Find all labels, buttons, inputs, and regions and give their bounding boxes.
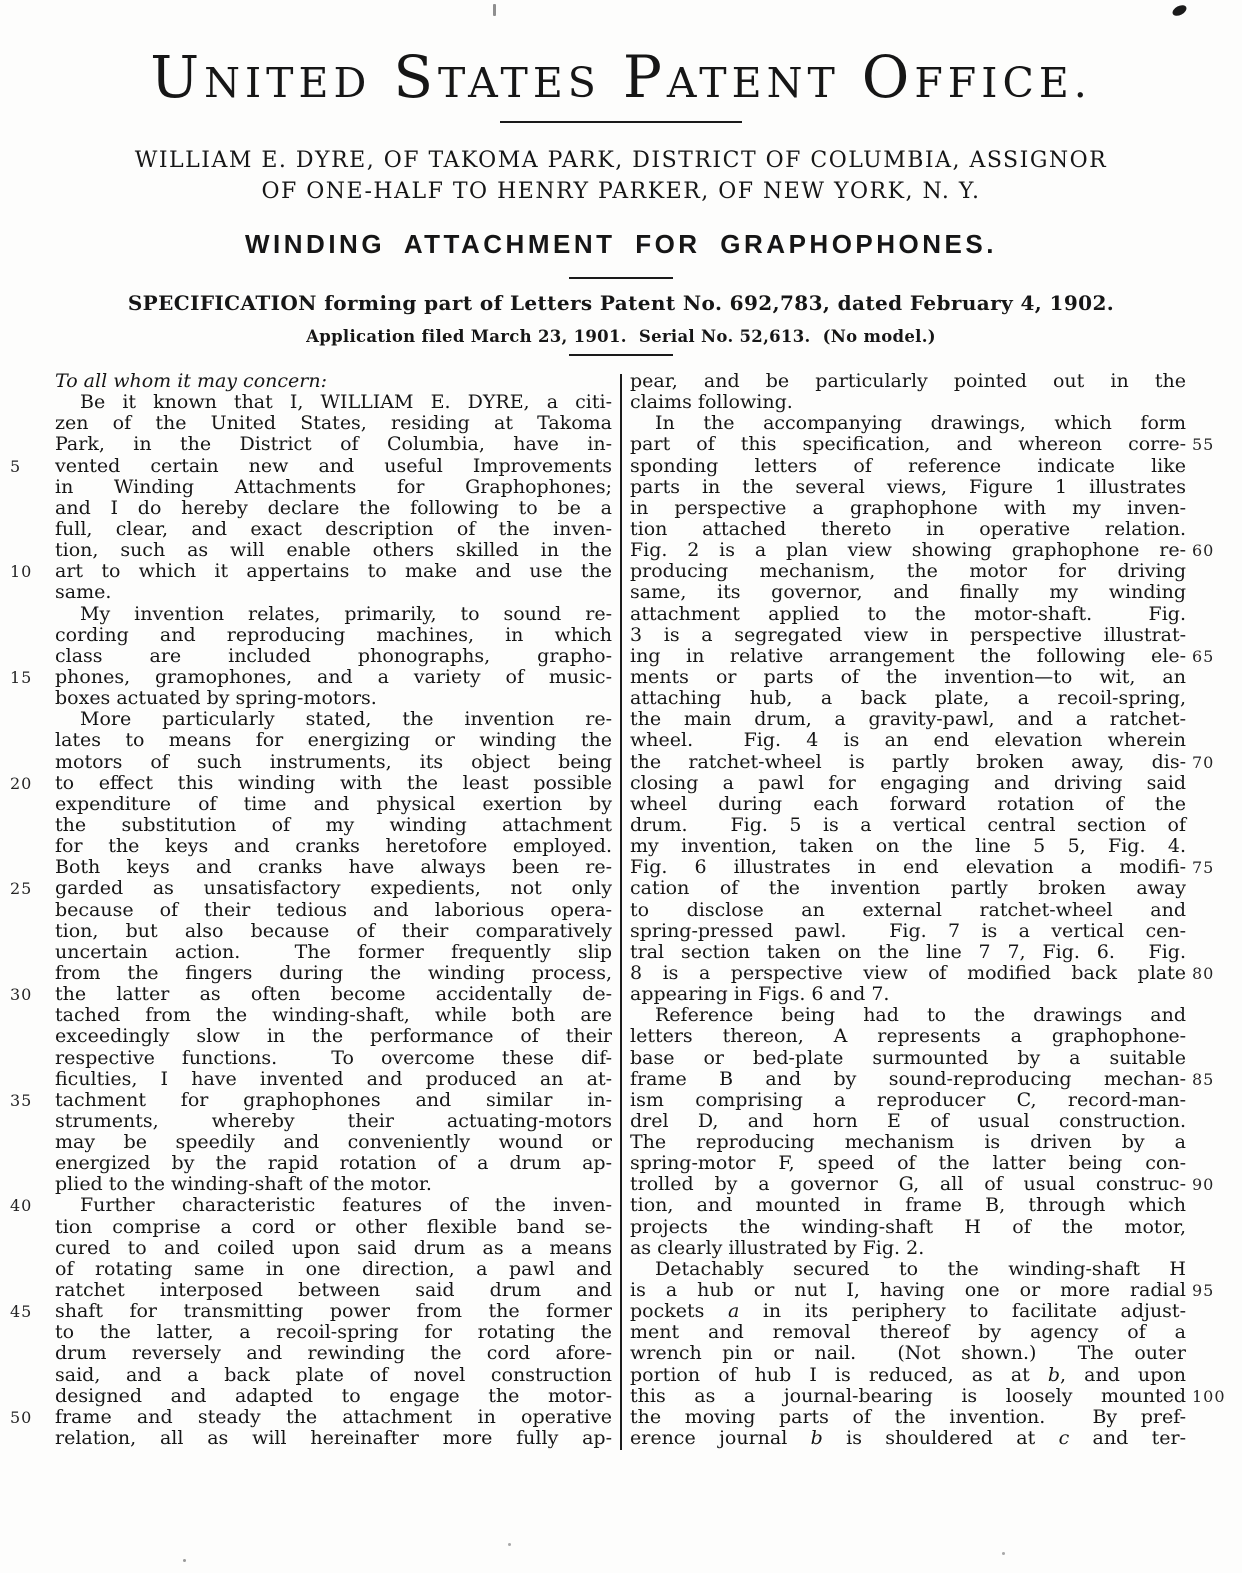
- text-line: base or bed-plate surmounted by a suitable: [630, 1046, 1186, 1069]
- text-line: portion of hub I is reduced, as at b, and upon: [630, 1363, 1186, 1386]
- text-line: in Winding Attachments for Graphophones;: [55, 475, 612, 498]
- text-line: 60 Fig. 2 is a plan view showing graphophone re-: [630, 540, 1186, 561]
- text-line: my invention, taken on the line 5 5, Fig. 4.: [630, 835, 1186, 858]
- line-number: 10: [10, 562, 33, 582]
- text-line: claims following.: [630, 391, 793, 414]
- column-divider: [620, 374, 622, 1450]
- text-line: said, and a back plate of novel construction: [55, 1363, 612, 1386]
- text-line: In the accompanying drawings, which form: [655, 412, 1186, 435]
- text-line: class are included phonographs, grapho-: [55, 644, 612, 667]
- text-line: spring-motor F, speed of the latter being con-: [630, 1152, 1186, 1175]
- text-line: 80 8 is a perspective view of modified back plate: [630, 963, 1186, 984]
- text-line: letters thereon, A represents a graphophone-: [630, 1025, 1186, 1048]
- application-line: Application filed March 23, 1901. Serial No. 52,613. (No model.): [306, 327, 936, 346]
- line-number: 100: [1192, 1386, 1226, 1406]
- column-right: [630, 370, 1226, 1450]
- text-line: struments, whereby their actuating-motors: [55, 1109, 612, 1132]
- text-line: Detachably secured to the winding-shaft H: [655, 1257, 1186, 1280]
- text-line: 85 frame B and by sound-reproducing mechan-: [630, 1069, 1186, 1090]
- text-line: relation, all as will hereinafter more fully ap-: [55, 1427, 612, 1450]
- line-number: 90: [1192, 1175, 1215, 1195]
- text-line: in perspective a graphophone with my inven-: [630, 496, 1186, 519]
- text-line: 50 frame and steady the attachment in operative: [10, 1405, 612, 1428]
- text-line: energized by the rapid rotation of a drum ap-: [55, 1152, 612, 1175]
- text-line: the substitution of my winding attachment: [55, 813, 612, 836]
- text-line: zen of the United States, residing at Takoma: [55, 412, 612, 435]
- invention-title: WINDING ATTACHMENT FOR GRAPHOPHONES.: [245, 229, 997, 259]
- line-number: 65: [1192, 646, 1215, 666]
- ink-speck: [508, 1543, 511, 1546]
- line-number: 20: [10, 773, 33, 793]
- text-line: wheel. Fig. 4 is an end elevation wherein: [630, 729, 1186, 752]
- text-line: tion attached thereto in operative relation.: [630, 517, 1186, 540]
- text-line: The reproducing mechanism is driven by a: [630, 1131, 1186, 1154]
- text-line: spring-pressed pawl. Fig. 7 is a vertical cen-: [630, 919, 1186, 942]
- text-line: Reference being had to the drawings and: [655, 1004, 1186, 1027]
- text-line: uncertain action. The former frequently slip: [55, 940, 612, 963]
- line-number: 40: [10, 1196, 33, 1216]
- text-line: ment and removal thereof by agency of a: [630, 1321, 1186, 1344]
- text-line: Be it known that I, WILLIAM E. DYRE, a citi-: [80, 391, 612, 414]
- text-line: the main drum, a gravity-pawl, and a ratchet-: [630, 708, 1186, 731]
- text-line: Park, in the District of Columbia, have in-: [55, 433, 612, 456]
- line-number: 70: [1192, 752, 1215, 772]
- line-number: 85: [1192, 1069, 1215, 1089]
- text-line: 25 garded as unsatisfactory expedients, not only: [10, 877, 612, 900]
- text-line: producing mechanism, the motor for driving: [630, 560, 1186, 583]
- text-line: of rotating same in one direction, a pawl and: [55, 1257, 612, 1280]
- title-rule: [500, 121, 742, 123]
- text-line: 45 shaft for transmitting power from the former: [10, 1300, 612, 1323]
- text-line: ficulties, I have invented and produced an at-: [55, 1067, 612, 1090]
- text-line: because of their tedious and laborious opera-: [55, 898, 612, 921]
- text-line: 20 to effect this winding with the least possible: [10, 771, 612, 794]
- text-line: and I do hereby declare the following to be a: [55, 496, 612, 519]
- ink-speck: [493, 4, 496, 16]
- specification-rule: [569, 354, 673, 356]
- text-line: may be speedily and conveniently wound or: [55, 1131, 612, 1154]
- line-number: 60: [1192, 541, 1215, 561]
- text-line: To all whom it may concern:: [55, 370, 327, 392]
- text-line: designed and adapted to engage the motor-: [55, 1384, 612, 1407]
- text-line: ism comprising a reproducer C, record-man-: [630, 1088, 1186, 1111]
- text-line: 40 Further characteristic features of the inven-: [10, 1194, 612, 1217]
- text-line: the moving parts of the invention. By pref-: [630, 1405, 1186, 1428]
- text-line: attaching hub, a back plate, a recoil-spring,: [630, 687, 1186, 710]
- text-line: 10 art to which it appertains to make and use the: [10, 560, 612, 583]
- text-line: 70 the ratchet-wheel is partly broken away, dis-: [630, 752, 1186, 773]
- text-line: 30 the latter as often become accidentally de-: [10, 983, 612, 1006]
- text-line: from the fingers during the winding process,: [55, 961, 612, 984]
- line-number: 30: [10, 985, 33, 1005]
- line-number: 35: [10, 1090, 33, 1110]
- text-line: cation of the invention partly broken away: [630, 877, 1186, 900]
- line-number: 15: [10, 667, 33, 687]
- text-line: boxes actuated by spring-motors.: [55, 687, 377, 710]
- text-line: More particularly stated, the invention re-: [80, 708, 612, 731]
- text-line: 3 is a segregated view in perspective illustrat-: [630, 623, 1186, 646]
- line-number: 95: [1192, 1281, 1215, 1301]
- text-line: Both keys and cranks have always been re-: [55, 856, 612, 879]
- text-line: drum reversely and rewinding the cord afore-: [55, 1342, 612, 1365]
- text-line: attachment applied to the motor-shaft. Fig.: [630, 602, 1186, 625]
- column-left: [10, 370, 612, 1450]
- text-line: tached from the winding-shaft, while both are: [55, 1004, 612, 1027]
- text-line: plied to the winding-shaft of the motor.: [55, 1173, 432, 1196]
- text-line: wrench pin or nail. (Not shown.) The outer: [630, 1342, 1186, 1365]
- text-line: cording and reproducing machines, in which: [55, 623, 612, 646]
- text-line: full, clear, and exact description of the inven-: [55, 517, 612, 540]
- text-line: ments or parts of the invention—to wit, an: [630, 665, 1186, 688]
- text-line: motors of such instruments, its object being: [55, 750, 612, 773]
- text-line: same.: [55, 581, 112, 604]
- text-line: tion, but also because of their comparatively: [55, 919, 612, 942]
- text-line: appearing in Figs. 6 and 7.: [630, 983, 890, 1006]
- text-line: drum. Fig. 5 is a vertical central section of: [630, 813, 1186, 836]
- text-line: exceedingly slow in the performance of their: [55, 1025, 612, 1048]
- text-line: projects the winding-shaft H of the motor,: [630, 1215, 1186, 1238]
- text-line: as clearly illustrated by Fig. 2.: [630, 1236, 925, 1259]
- text-line: 35 tachment for graphophones and similar in-: [10, 1088, 612, 1111]
- text-line: lates to means for energizing or winding the: [55, 729, 612, 752]
- text-line: 55 part of this specification, and whereon corre-: [630, 434, 1186, 455]
- text-line: for the keys and cranks heretofore employed.: [55, 835, 612, 858]
- text-line: expenditure of time and physical exertion by: [55, 792, 612, 815]
- ink-speck: [183, 1559, 186, 1562]
- ink-speck: [1171, 3, 1188, 18]
- text-line: 90 trolled by a governor G, all of usual construc-: [630, 1174, 1186, 1195]
- text-line: My invention relates, primarily, to sound re-: [80, 602, 612, 625]
- specification-label: SPECIFICATION: [127, 291, 317, 315]
- invention-rule: [569, 277, 673, 279]
- text-line: tion comprise a cord or other flexible band se-: [55, 1215, 612, 1238]
- line-number: 5: [10, 456, 22, 476]
- line-number: 50: [10, 1407, 33, 1427]
- text-line: pockets a in its periphery to facilitate adjust-: [630, 1300, 1186, 1323]
- text-line: 5 vented certain new and useful Improvements: [10, 454, 612, 477]
- party-line-2: OF ONE-HALF TO HENRY PARKER, OF NEW YORK, N. Y.: [261, 179, 981, 204]
- text-line: sponding letters of reference indicate like: [630, 454, 1186, 477]
- line-number: 80: [1192, 963, 1215, 983]
- text-line: 75 Fig. 6 illustrates in end elevation a modifi-: [630, 857, 1186, 878]
- text-line: tion, and mounted in frame B, through which: [630, 1194, 1186, 1217]
- text-line: 100 this as a journal-bearing is loosely mounted: [630, 1386, 1186, 1407]
- text-line: same, its governor, and finally my winding: [630, 581, 1186, 604]
- text-line: wheel during each forward rotation of the: [630, 792, 1186, 815]
- text-line: 15 phones, gramophones, and a variety of music-: [10, 665, 612, 688]
- text-line: tion, such as will enable others skilled in the: [55, 539, 612, 562]
- specification-text: forming part of Letters Patent No. 692,783, dated February 4, 1902.: [316, 291, 1115, 315]
- text-line: ratchet interposed between said drum and: [55, 1279, 612, 1302]
- party-line-1: WILLIAM E. DYRE, OF TAKOMA PARK, DISTRICT OF COLUMBIA, ASSIGNOR: [134, 148, 1108, 173]
- text-line: tral section taken on the line 7 7, Fig. 6. Fig.: [630, 940, 1186, 963]
- text-line: cured to and coiled upon said drum as a means: [55, 1236, 612, 1259]
- text-line: to disclose an external ratchet-wheel and: [630, 898, 1186, 921]
- line-number: 75: [1192, 858, 1215, 878]
- text-line: closing a pawl for engaging and driving said: [630, 771, 1186, 794]
- specification-line: [0, 291, 1242, 315]
- text-line: parts in the several views, Figure 1 illustrates: [630, 475, 1186, 498]
- text-line: erence journal b is shouldered at c and ter-: [630, 1427, 1186, 1450]
- line-number: 25: [10, 879, 33, 899]
- text-line: 95 is a hub or nut I, having one or more radial: [630, 1280, 1186, 1301]
- line-number: 55: [1192, 435, 1215, 455]
- text-line: respective functions. To overcome these dif-: [55, 1046, 612, 1069]
- page-title: UNITED STATES PATENT OFFICE.: [150, 43, 1092, 111]
- ink-speck: [1002, 1552, 1005, 1555]
- text-line: to the latter, a recoil-spring for rotating the: [55, 1321, 612, 1344]
- text-line: 65 ing in relative arrangement the following ele-: [630, 646, 1186, 667]
- line-number: 45: [10, 1302, 33, 1322]
- text-line: drel D, and horn E of usual construction.: [630, 1109, 1186, 1132]
- text-line: pear, and be particularly pointed out in the: [630, 370, 1186, 392]
